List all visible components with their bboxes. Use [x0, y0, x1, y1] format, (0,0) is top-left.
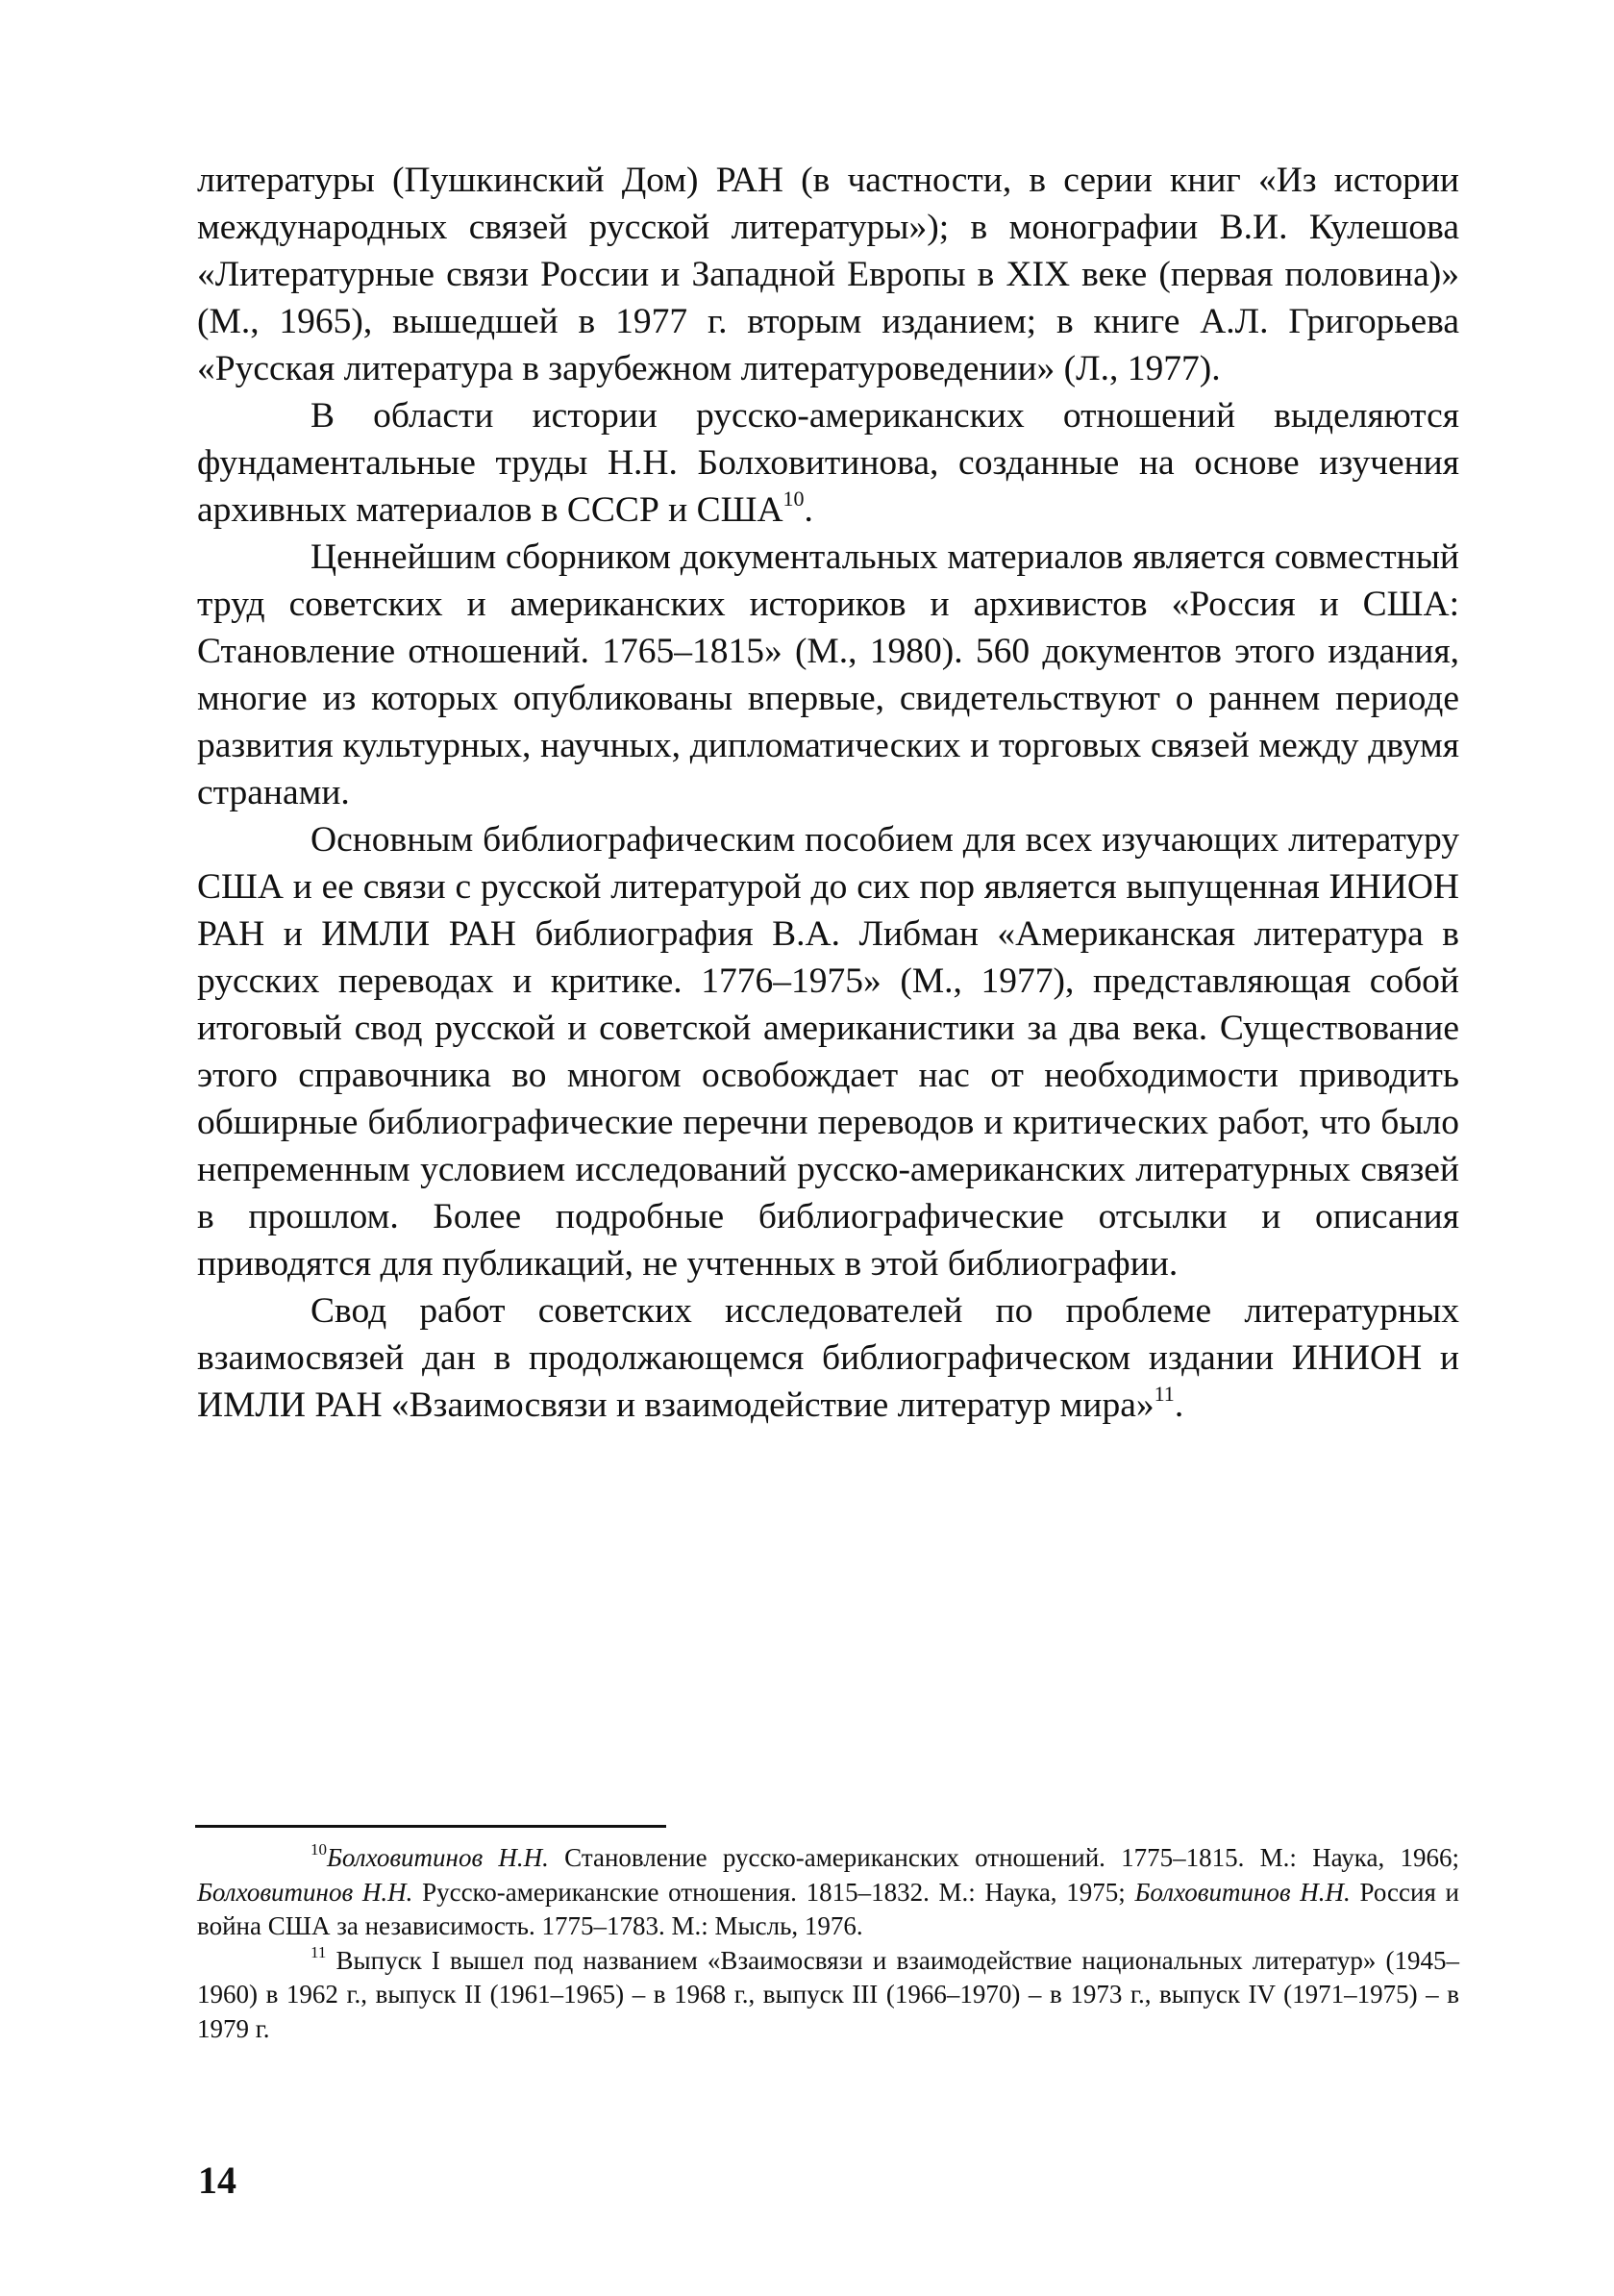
- footnote-text: Выпуск I вышел под названием «Взаимосвязи и взаимодействие национальных литератур» (1945–1960) в 1962 г., выпуск II (1961–1965) – в 1968 г., выпуск III (1966–1970) – в 1973 г., выпуск IV (1971–1975) – в 1979 г.: [197, 1945, 1459, 2043]
- paragraph-5: [197, 1287, 1459, 1429]
- page-number: 14: [198, 2159, 236, 2202]
- paragraph-text: литературы (Пушкинский Дом) РАН (в частности, в серии книг «Из истории международных связей русской литературы»); в монографии В.И. Кулешова «Литературные связи России и Западной Европы в XIX веке (первая половина)» (М., 1965), вышедшей в 1977 г. вторым изданием; в книге А.Л. Григорьева «Русская литература в зарубежном литературоведении» (Л., 1977).: [197, 161, 1459, 388]
- footnote-number: 11: [310, 1942, 327, 1961]
- footnote-reference-11[interactable]: 11: [1154, 1382, 1175, 1406]
- footnote-separator: [195, 1825, 666, 1828]
- paragraph-end-punct: .: [804, 490, 813, 530]
- footnote-text: Россия и война США за независимость. 1775–1783. М.: Мысль, 1976.: [197, 1877, 1460, 1940]
- footnote-text: Становление русско-американских отношений. 1775–1815. М.: Наука, 1966;: [548, 1843, 1459, 1872]
- paragraph-text: В области истории русско-американских отношений выделяются фундаментальные труды Н.Н. Болховитинова, созданные на основе изучения архивных материалов в СССР и США: [197, 396, 1459, 530]
- footnote-author: Болховитинов Н.Н.: [1134, 1877, 1351, 1907]
- paragraph-4: [197, 816, 1459, 1287]
- paragraph-text: Ценнейшим сборником документальных материалов является совместный труд советских и американских историков и архивистов «Россия и США: Становление отношений. 1765–1815» (М., 1980). 560 документов этого издания, многие из которых опубликованы впервые, свидетельствуют о раннем периоде развития культурных, научных, дипломатических и торговых связей между двумя странами.: [197, 537, 1459, 812]
- paragraph-1: [197, 157, 1459, 392]
- paragraph-text: Свод работ советских исследователей по проблеме литературных взаимосвязей дан в продолжающемся библиографическом издании ИНИОН и ИМЛИ РАН «Взаимосвязи и взаимодействие литератур мира»: [197, 1291, 1459, 1425]
- footnotes: [197, 1841, 1459, 2046]
- footnote-author: Болховитинов Н.Н.: [327, 1843, 549, 1872]
- paragraph-2: [197, 392, 1459, 534]
- footnote-11: [197, 1944, 1459, 2047]
- footnote-10: [197, 1841, 1459, 1944]
- paragraph-3: [197, 534, 1459, 816]
- footnote-number: 10: [310, 1840, 327, 1859]
- body-text: [197, 157, 1459, 1429]
- footnote-reference-10[interactable]: 10: [782, 487, 805, 511]
- footnote-author: Болховитинов Н.Н.: [197, 1877, 413, 1907]
- paragraph-text: Основным библиографическим пособием для всех изучающих литературу США и ее связи с русской литературой до сих пор является выпущенная ИНИОН РАН и ИМЛИ РАН библиография В.А. Либман «Американская литература в русских переводах и критике. 1776–1975» (М., 1977), представляющая собой итоговый свод русской и советской американистики за два века. Существование этого справочника во многом освобождает нас от необходимости приводить обширные библиографические перечни переводов и критических работ, что было непременным условием исследований русско-американских литературных связей в прошлом. Более подробные библиографические отсылки и описания приводятся для публикаций, не учтенных в этой библиографии.: [197, 820, 1459, 1284]
- paragraph-end-punct: .: [1174, 1385, 1184, 1425]
- footnote-text: Русско-американские отношения. 1815–1832. М.: Наука, 1975;: [412, 1877, 1135, 1907]
